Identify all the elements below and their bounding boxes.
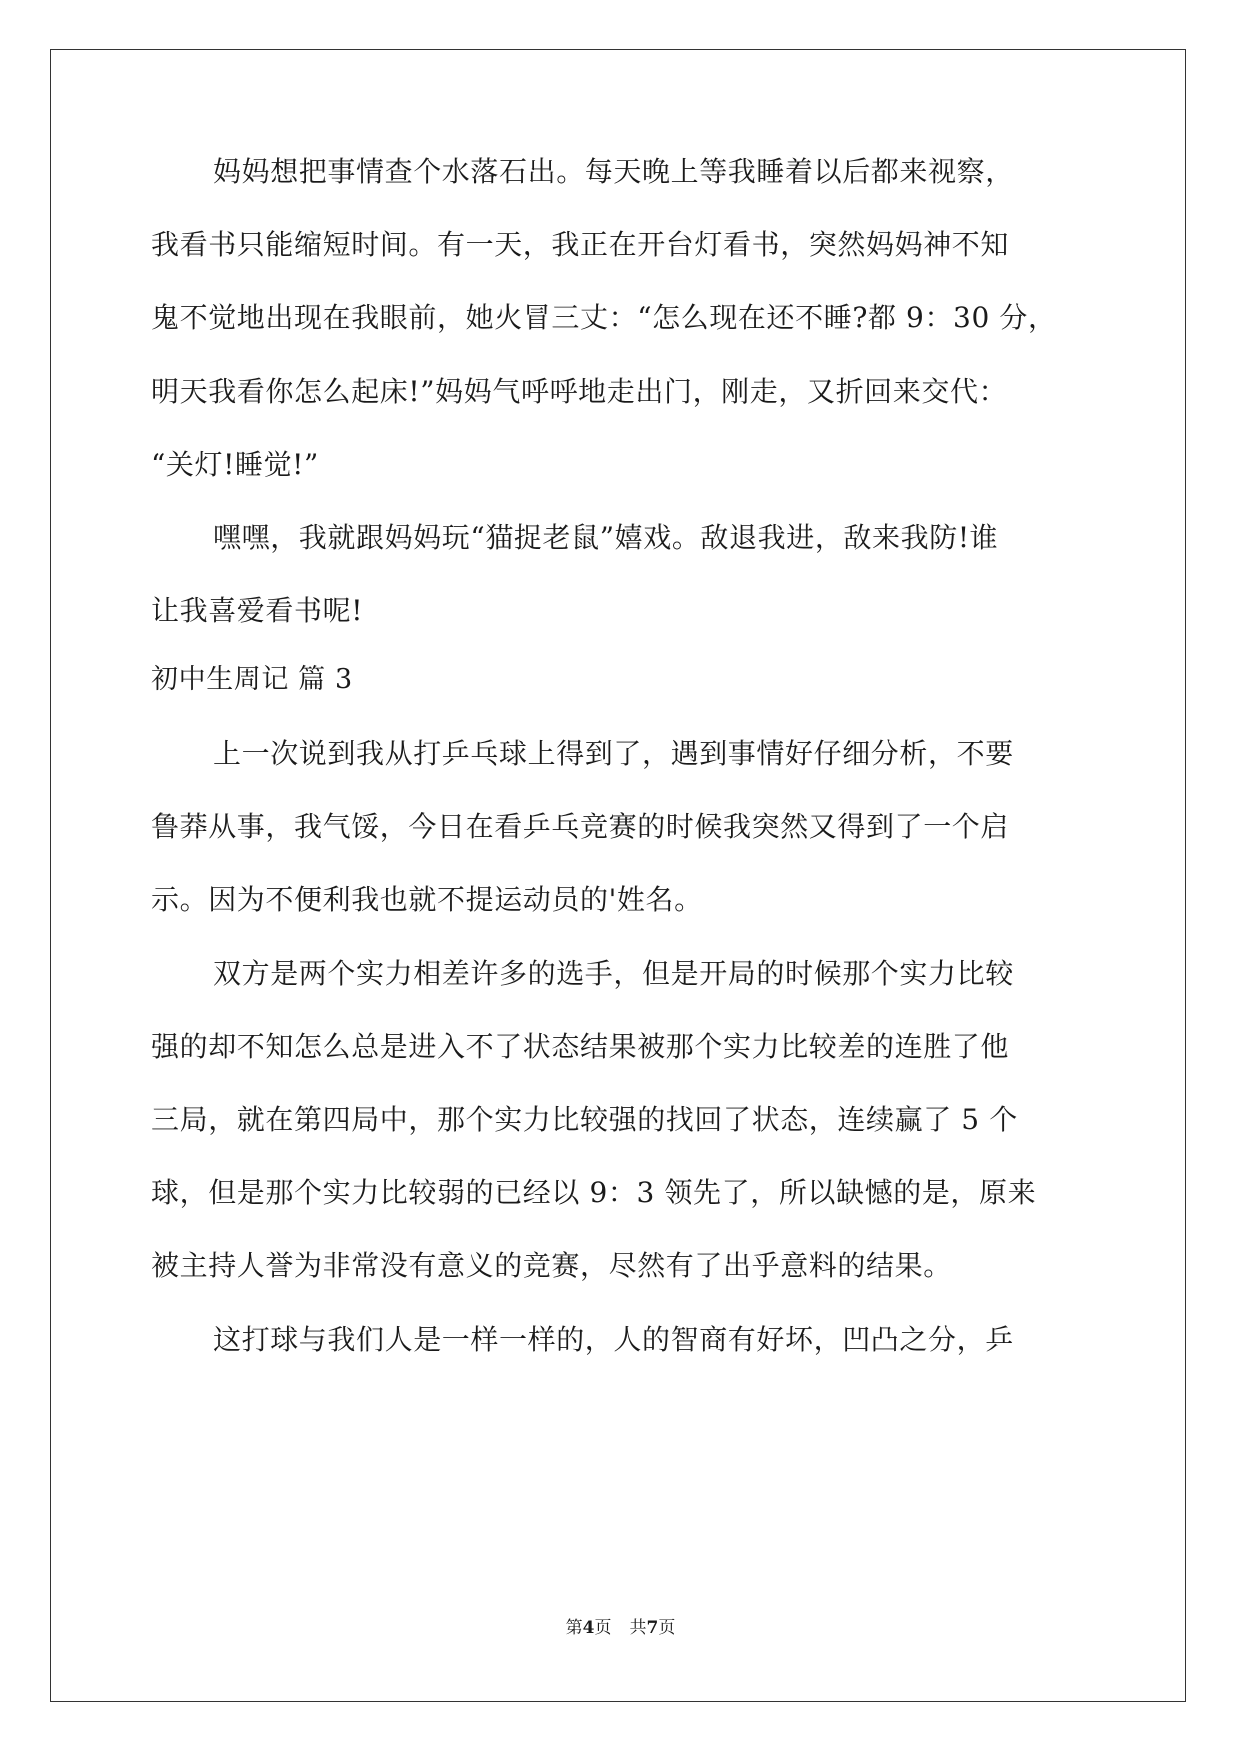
paragraph-line: 鲁莽从事，我气馁，今日在看乒乓竞赛的时候我突然又得到了一个启 bbox=[151, 810, 1010, 843]
paragraph-line: 被主持人誉为非常没有意义的竞赛，尽然有了出乎意料的结果。 bbox=[151, 1249, 952, 1282]
paragraph-line: 球，但是那个实力比较弱的已经以 9：3 领先了，所以缺憾的是，原来 bbox=[151, 1176, 1037, 1209]
paragraph-line: 妈妈想把事情查个水落石出。每天晚上等我睡着以后都来视察， bbox=[213, 155, 1014, 188]
page-border bbox=[50, 49, 1186, 1702]
paragraph-line: 嘿嘿，我就跟妈妈玩“猫捉老鼠”嬉戏。敌退我进，敌来我防!谁 bbox=[213, 521, 999, 554]
paragraph-line: 鬼不觉地出现在我眼前，她火冒三丈：“怎么现在还不睡?都 9：30 分， bbox=[151, 301, 1057, 334]
footer-page-unit: 页 bbox=[594, 1618, 612, 1638]
current-page-number: 4 bbox=[582, 1618, 595, 1638]
total-pages-number: 7 bbox=[646, 1618, 659, 1638]
paragraph-line: 我看书只能缩短时间。有一天，我正在开台灯看书，突然妈妈神不知 bbox=[151, 228, 1010, 261]
footer-total-prefix: 共 bbox=[629, 1618, 647, 1638]
paragraph-line: 明天我看你怎么起床!”妈妈气呼呼地走出门，刚走，又折回来交代： bbox=[151, 375, 1008, 408]
footer-total-unit: 页 bbox=[658, 1618, 676, 1638]
paragraph-line: 上一次说到我从打乒乓球上得到了，遇到事情好仔细分析，不要 bbox=[213, 737, 1014, 770]
paragraph-line: 示。因为不便利我也就不提运动员的'姓名。 bbox=[151, 883, 703, 916]
section-heading: 初中生周记 篇 3 bbox=[151, 664, 353, 695]
paragraph-line: 三局，就在第四局中，那个实力比较强的找回了状态，连续赢了 5 个 bbox=[151, 1103, 1018, 1136]
paragraph-line: 这打球与我们人是一样一样的，人的智商有好坏，凹凸之分，乒 bbox=[213, 1323, 1014, 1356]
paragraph-line: 强的却不知怎么总是进入不了状态结果被那个实力比较差的连胜了他 bbox=[151, 1030, 1010, 1063]
paragraph-line: “关灯!睡觉!” bbox=[151, 448, 319, 481]
footer-prefix: 第 bbox=[565, 1618, 583, 1638]
paragraph-line: 双方是两个实力相差许多的选手，但是开局的时候那个实力比较 bbox=[213, 957, 1014, 990]
page-footer bbox=[0, 1616, 1241, 1640]
paragraph-line: 让我喜爱看书呢! bbox=[151, 594, 364, 627]
